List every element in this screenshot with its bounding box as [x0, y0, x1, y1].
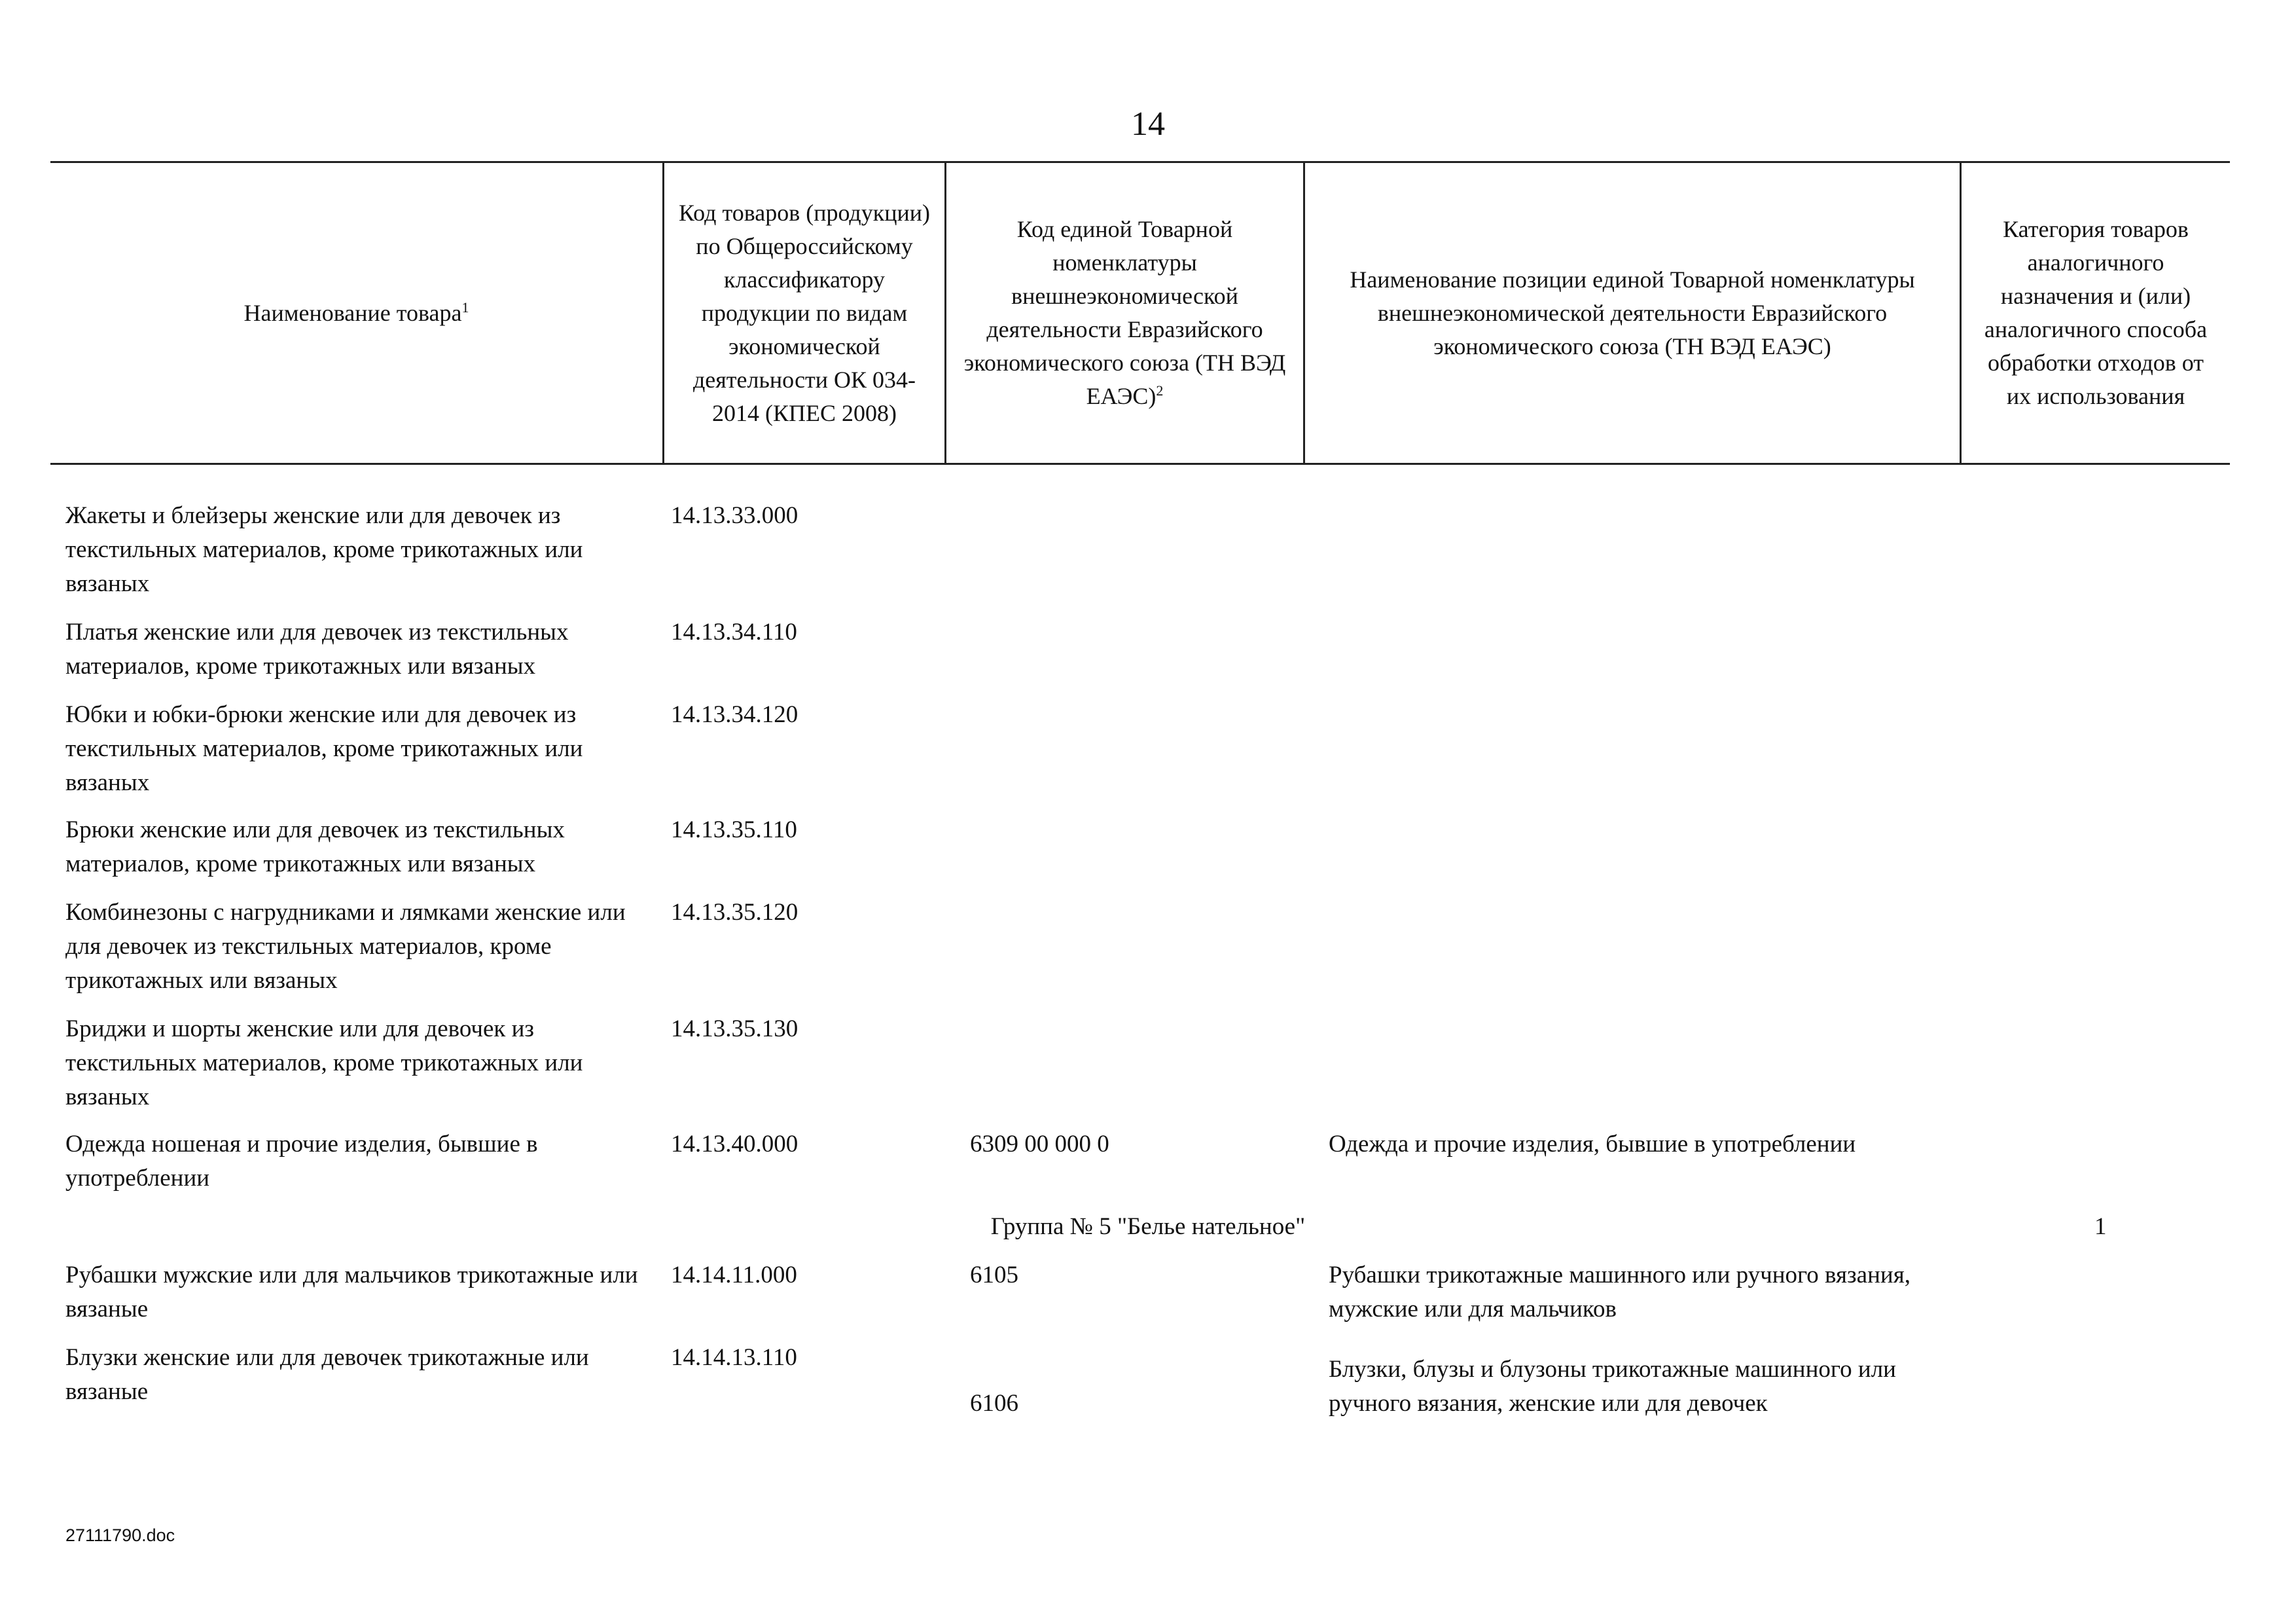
table-row-okpd: 14.13.33.000: [671, 502, 798, 529]
table-row-tnved-code: 6309 00 000 0: [970, 1131, 1109, 1158]
table-row-name: Жакеты и блейзеры женские или для девочек из текстильных материалов, кроме трикотажных или вязаных: [65, 502, 583, 597]
table-row-name: Платья женские или для девочек из текстильных материалов, кроме трикотажных или вязаных: [65, 619, 569, 680]
table-row-name: Комбинезоны с нагрудниками и лямками женские или для девочек из текстильных материалов, кроме трикотажных или вязаных: [65, 899, 626, 994]
table-row-okpd: 14.13.35.120: [671, 899, 798, 926]
table-row-name: Одежда ношеная и прочие изделия, бывшие в употреблении: [65, 1131, 538, 1192]
table-row-okpd: 14.13.34.120: [671, 701, 798, 728]
page-number: 14: [1131, 105, 1165, 143]
table-row-okpd: 14.13.34.110: [671, 619, 797, 646]
table-row-name: Юбки и юбки-брюки женские или для девочек из текстильных материалов, кроме трикотажных или вязаных: [65, 701, 583, 796]
header-col-okpd: Код товаров (продукции) по Общероссийскому классификатору продукции по видам экономической деятельности ОК 034-2014 (КПЕС 2008): [678, 199, 931, 426]
table-row-tnved-name: Рубашки трикотажные машинного или ручного вязания, мужские или для мальчиков: [1329, 1262, 1910, 1322]
table-row-okpd: 14.13.35.110: [671, 816, 797, 843]
group-title: Группа № 5 "Белье нательное": [990, 1213, 1306, 1240]
table-row-name: Рубашки мужские или для мальчиков трикотажные или вязаные: [65, 1262, 638, 1322]
table-header: [50, 161, 2230, 465]
table-row-name: Брюки женские или для девочек из текстильных материалов, кроме трикотажных или вязаных: [65, 816, 565, 877]
header-col-tnved-name: Наименование позиции единой Товарной номенклатуры внешнеэкономической деятельности Евразийского экономического союза (ТН ВЭД ЕАЭС): [1350, 266, 1915, 359]
table-row-tnved-code: 6106: [970, 1390, 1018, 1417]
table-row-name: Блузки женские или для девочек трикотажные или вязаные: [65, 1344, 589, 1405]
table-row-okpd: 14.14.13.110: [671, 1344, 797, 1371]
table-row-okpd: 14.13.35.130: [671, 1015, 798, 1042]
group-category: 1: [2094, 1213, 2107, 1240]
table-row-name: Бриджи и шорты женские или для девочек из текстильных материалов, кроме трикотажных или вязаных: [65, 1015, 583, 1110]
table-row-okpd: 14.14.11.000: [671, 1262, 797, 1288]
header-col-tnved-code: Код единой Товарной номенклатуры внешнеэкономической деятельности Евразийского экономического союза (ТН ВЭД ЕАЭС)$^2$: [963, 216, 1286, 409]
table-row-tnved-name: Одежда и прочие изделия, бывшие в употреблении: [1329, 1131, 1856, 1158]
table-row-tnved-code: 6105: [970, 1262, 1018, 1288]
table-row-tnved-name: Блузки, блузы и блузоны трикотажные машинного или ручного вязания, женские или для девочек: [1329, 1356, 1896, 1417]
footer-filename: 27111790.doc: [65, 1525, 175, 1545]
header-col-category: Категория товаров аналогичного назначения и (или) аналогичного способа обработки отходов от их использования: [1984, 216, 2208, 409]
header-col-name: Наименование товара$^1$: [243, 299, 469, 326]
table-row-okpd: 14.13.40.000: [671, 1131, 798, 1158]
